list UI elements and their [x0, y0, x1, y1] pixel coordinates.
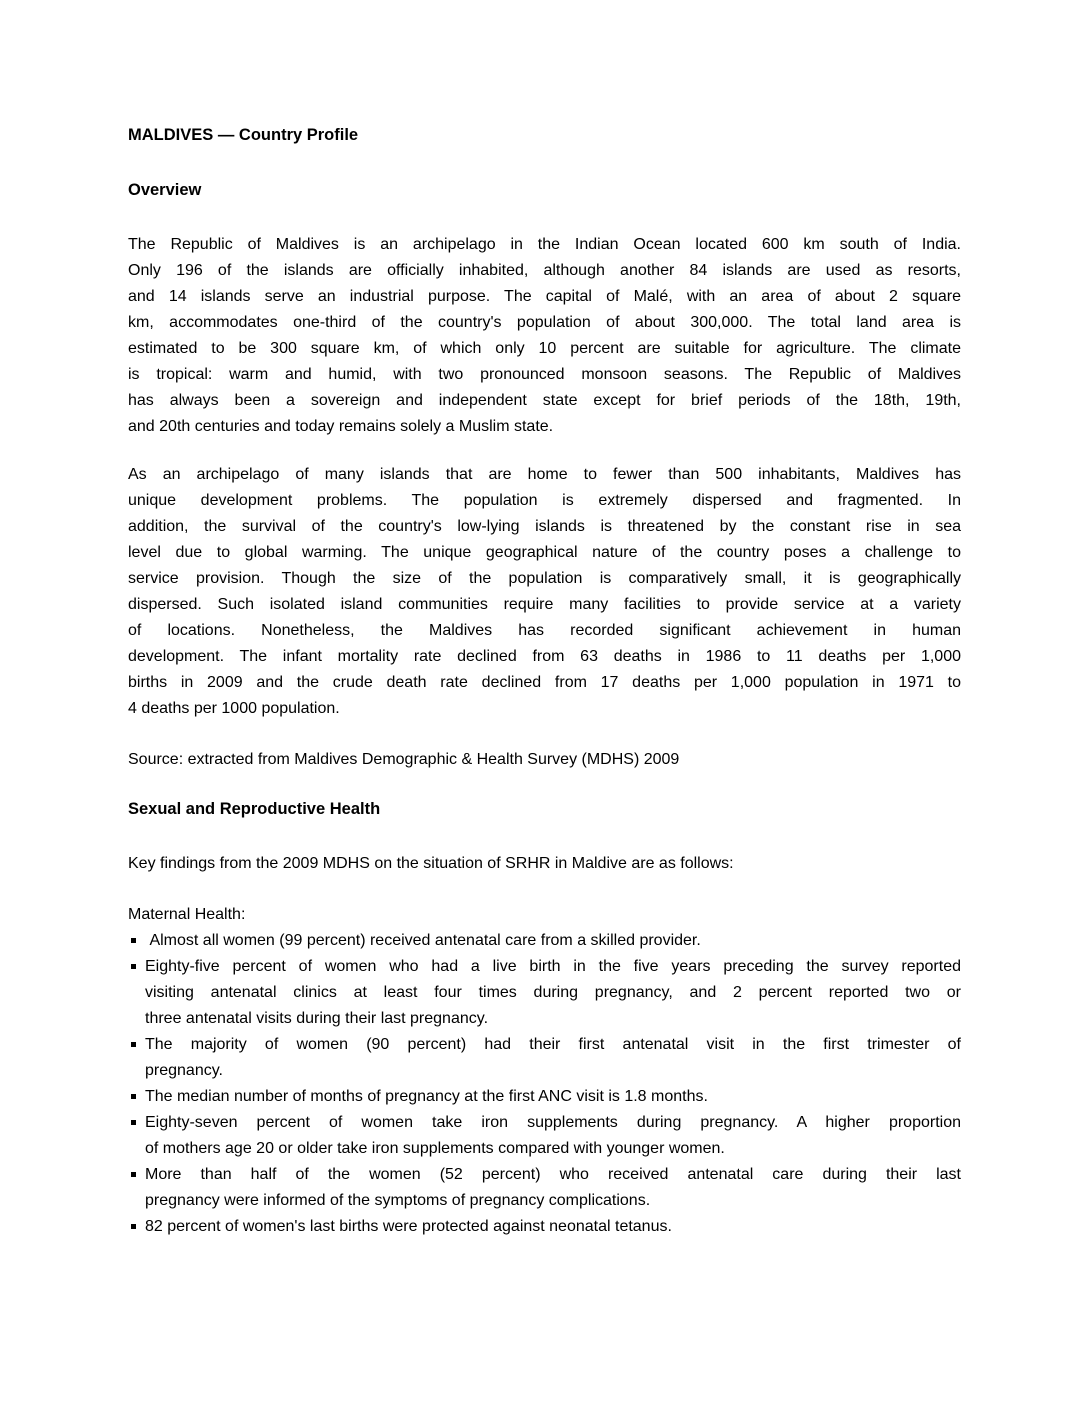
bullet-square-icon [131, 1172, 136, 1177]
text-line: pregnancy. [145, 1062, 223, 1079]
text-line: pregnancy were informed of the symptoms of pregnancy complications. [145, 1192, 651, 1209]
text-line: 4 deaths per 1000 population. [128, 700, 340, 717]
source-line: Source: extracted from Maldives Demographic & Health Survey (MDHS) 2009 [128, 751, 680, 768]
text-line: More than half of the women (52 percent) who received antenatal care during their last [145, 1166, 961, 1183]
text-line: unique development problems. The population is extremely dispersed and fragmented. In [128, 492, 961, 509]
section-heading-overview: Overview [128, 181, 202, 199]
text-line: visiting antenatal clinics at least four times during pregnancy, and 2 percent reported two or [145, 984, 961, 1001]
document-content [128, 122, 961, 1240]
text-line: dispersed. Such isolated island communities require many facilities to provide service at a variety [128, 596, 961, 613]
text-line: Almost all women (99 percent) received antenatal care from a skilled provider. [145, 932, 701, 949]
text-line: of mothers age 20 or older take iron supplements compared with younger women. [145, 1140, 725, 1157]
text-line: km, accommodates one-third of the country's population of about 300,000. The total land area is [128, 314, 961, 331]
text-line: Eighty-five percent of women who had a live birth in the five years preceding the survey reported [145, 958, 961, 975]
text-line: addition, the survival of the country's low-lying islands is threatened by the constant rise in sea [128, 518, 961, 535]
text-line: development. The infant mortality rate declined from 63 deaths in 1986 to 11 deaths per 1,000 [128, 648, 961, 665]
text-line: The Republic of Maldives is an archipelago in the Indian Ocean located 600 km south of India. [128, 236, 961, 253]
bullet-item [128, 1214, 961, 1240]
bullet-square-icon [131, 1120, 136, 1125]
bullet-item [128, 1162, 961, 1214]
text-line: estimated to be 300 square km, of which only 10 percent are suitable for agriculture. The climate [128, 340, 961, 357]
bullet-item [128, 928, 961, 954]
text-line: service provision. Though the size of the population is comparatively small, it is geographically [128, 570, 961, 587]
key-findings-line: Key findings from the 2009 MDHS on the situation of SRHR in Maldive are as follows: [128, 855, 734, 872]
text-line: 82 percent of women's last births were protected against neonatal tetanus. [145, 1218, 672, 1235]
text-line: Only 196 of the islands are officially inhabited, although another 84 islands are used as resorts, [128, 262, 961, 279]
bullet-item [128, 1032, 961, 1084]
bullet-item [128, 954, 961, 1032]
overview-paragraph-1 [128, 232, 961, 440]
bullet-item [128, 1084, 961, 1110]
text-line: and 20th centuries and today remains solely a Muslim state. [128, 418, 554, 435]
bullet-square-icon [131, 964, 136, 969]
maternal-health-bullet-list [128, 928, 961, 1240]
bullet-square-icon [131, 1094, 136, 1099]
text-line: three antenatal visits during their last pregnancy. [145, 1010, 489, 1027]
bullet-square-icon [131, 938, 136, 943]
text-line: level due to global warming. The unique geographical nature of the country poses a challenge to [128, 544, 961, 561]
text-line: Eighty-seven percent of women take iron supplements during pregnancy. A higher proportion [145, 1114, 961, 1131]
text-line: of locations. Nonetheless, the Maldives has recorded significant achievement in human [128, 622, 961, 639]
bullet-square-icon [131, 1224, 136, 1229]
text-line: As an archipelago of many islands that are home to fewer than 500 inhabitants, Maldives has [128, 466, 961, 483]
overview-paragraph-2 [128, 462, 961, 722]
text-line: The median number of months of pregnancy at the first ANC visit is 1.8 months. [145, 1088, 708, 1105]
text-line: has always been a sovereign and independent state except for brief periods of the 18th, 19th, [128, 392, 961, 409]
bullet-item [128, 1110, 961, 1162]
text-line: is tropical: warm and humid, with two pronounced monsoon seasons. The Republic of Maldives [128, 366, 961, 383]
text-line: The majority of women (90 percent) had their first antenatal visit in the first trimester of [145, 1036, 961, 1053]
text-line: births in 2009 and the crude death rate declined from 17 deaths per 1,000 population in 1971 to [128, 674, 961, 691]
document-title: MALDIVES — Country Profile [128, 126, 359, 144]
maternal-health-label: Maternal Health: [128, 906, 246, 923]
text-line: and 14 islands serve an industrial purpose. The capital of Malé, with an area of about 2 square [128, 288, 961, 305]
bullet-square-icon [131, 1042, 136, 1047]
section-heading-srh: Sexual and Reproductive Health [128, 800, 381, 818]
